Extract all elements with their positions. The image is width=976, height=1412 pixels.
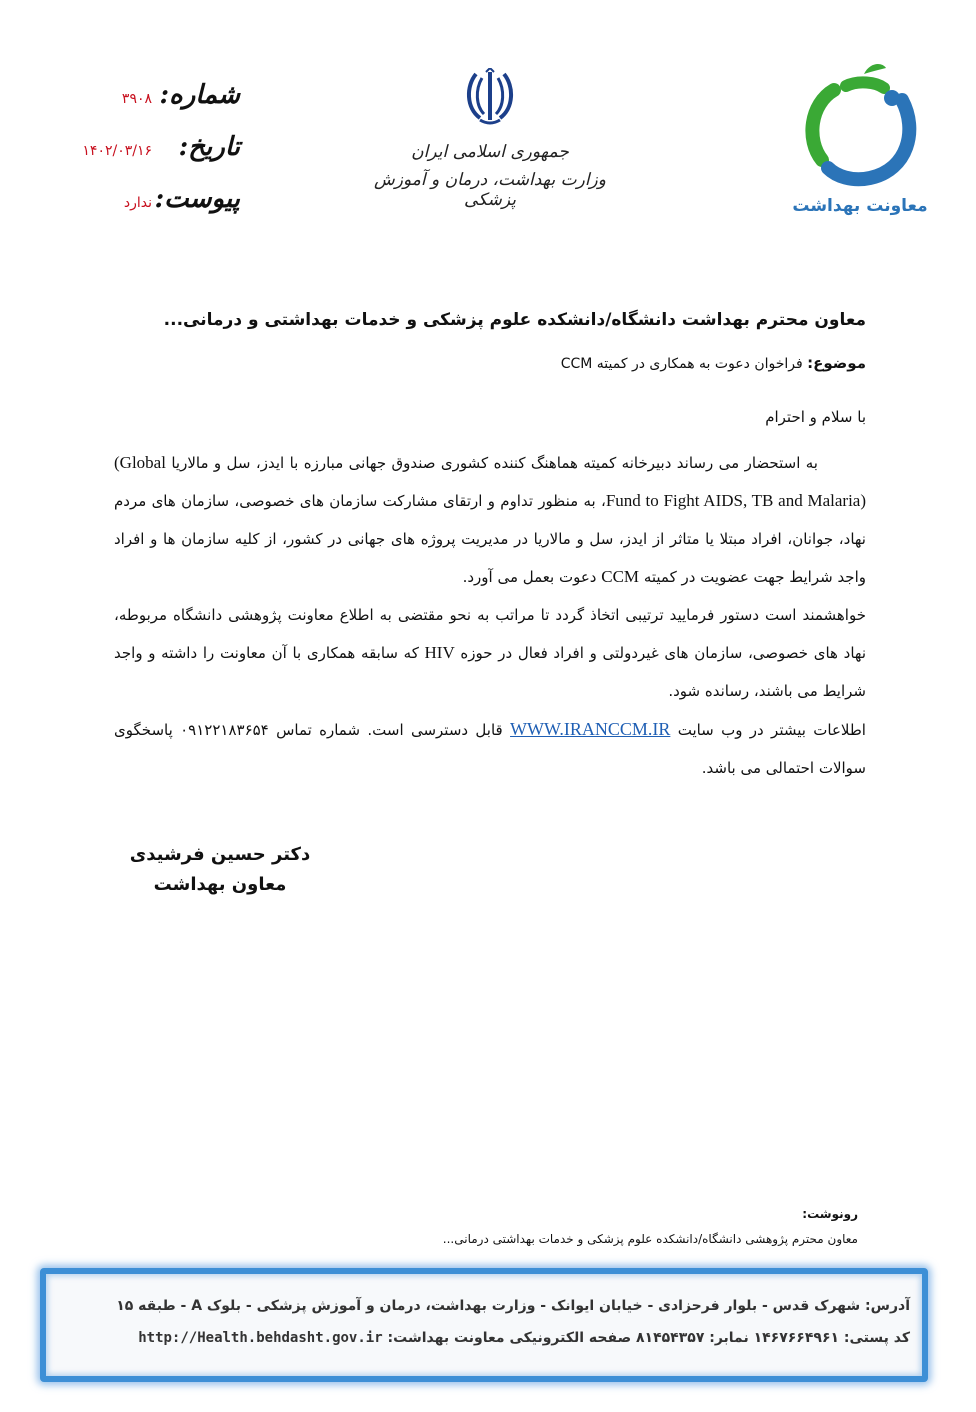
logo-text: معاونت بهداشت — [792, 196, 928, 216]
deputy-logo — [790, 60, 930, 216]
ministry-name: وزارت بهداشت، درمان و آموزش پزشکی — [374, 170, 606, 210]
p1-text-2: ، به منظور تداوم و ارتقای مشارکت سازمان های خصوصی، سازمان های مردم نهاد، جوانان، افراد مبتلا یا متاثر از ایدز، سل و مالاریا در مدیریت پروژه های جهانی در کشور، از کلیه سازمان ها و افراد واجد شرایط جهت عضویت در کمیته — [114, 492, 866, 586]
subject-label: موضوع: — [807, 354, 866, 372]
paragraph-3 — [114, 710, 866, 787]
p3-text-2: قابل دسترسی است. شماره تماس — [268, 721, 511, 739]
footer-contact — [70, 1330, 910, 1346]
letter-meta — [70, 80, 240, 236]
recipient: معاون محترم بهداشت دانشگاه/دانشکده علوم پزشکی و خدمات بهداشتی و درمانی... — [163, 310, 866, 330]
p3-text-3: پاسخگوی سوالات احتمالی می باشد. — [114, 721, 866, 777]
cc-item: معاون محترم پژوهشی دانشگاه/دانشکده علوم پزشکی و خدمات بهداشتی درمانی... — [442, 1232, 858, 1246]
global-fund-name: (Global Fund to Fight AIDS, TB and Malaria) — [114, 453, 867, 510]
footer-address: آدرس: شهرک قدس - بلوار فرحزادی - خیابان ایوانک - وزارت بهداشت، درمان و آموزش پزشکی - بلوک A - طبقه ۱۵ — [116, 1298, 910, 1314]
footer-url[interactable]: http://Health.behdasht.gov.ir — [138, 1330, 383, 1346]
footer-postal: کد پستی: ۱۴۶۷۶۶۴۹۶۱ نمابر: ۸۱۴۵۴۳۵۷ صفحه الکترونیکی معاونت بهداشت: — [382, 1330, 910, 1346]
ccm-term: CCM — [601, 567, 640, 586]
letter-body — [114, 444, 866, 787]
footer-box — [40, 1268, 928, 1382]
date-value: ۱۴۰۲/۰۳/۱۶ — [82, 143, 152, 159]
p2-text: خواهشمند است دستور فرمایید ترتیبی اتخاذ گردد تا مراتب به نحو مقتضی به اطلاع معاونت پژوهشی دانشگاه مربوطه، نهاد های خصوصی، سازمان های غیردولتی و افراد فعال در حوزه — [114, 606, 866, 662]
hiv-term: HIV — [424, 643, 455, 662]
attachment-value: ندارد — [123, 195, 152, 211]
number-row — [70, 80, 240, 132]
paragraph-2 — [114, 596, 866, 710]
attachment-row — [70, 184, 240, 236]
attachment-label: پیوست: — [154, 184, 240, 214]
subject-line — [106, 354, 866, 372]
number-label: شماره: — [159, 80, 240, 110]
p1-text: به استحضار می رساند دبیرخانه کمیته هماهنگ کننده کشوری صندوق جهانی مبارزه با ایدز، سل و مالاریا — [165, 454, 818, 472]
date-row — [70, 132, 240, 184]
p3-text: اطلاعات بیشتر در وب سایت — [670, 721, 866, 739]
country-name: جمهوری اسلامی ایران — [411, 142, 569, 162]
date-label: تاریخ: — [178, 132, 240, 162]
phone-number: ۰۹۱۲۲۱۸۳۶۵۴ — [180, 721, 269, 739]
greeting: با سلام و احترام — [765, 408, 866, 426]
signature-block — [120, 840, 320, 900]
signer-name: دکتر حسین فرشیدی — [129, 844, 311, 865]
p1-text-3: دعوت بعمل می آورد. — [462, 568, 602, 586]
website-link[interactable]: WWW.IRANCCM.IR — [510, 719, 671, 739]
p2-text-2: که سابقه همکاری با آن معاونت را داشته و واجد شرایط می باشند، رسانده شود. — [114, 644, 866, 700]
subject-text: فراخوان دعوت به همکاری در کمیته CCM — [560, 356, 803, 372]
number-value: ۳۹۰۸ — [121, 91, 152, 107]
signer-title: معاون بهداشت — [153, 874, 287, 895]
ministry-header — [350, 68, 630, 210]
iran-emblem-icon — [462, 68, 518, 128]
health-deputy-logo-icon — [800, 60, 920, 200]
cc-title: رونوشت: — [802, 1207, 858, 1221]
paragraph-1 — [114, 444, 866, 596]
